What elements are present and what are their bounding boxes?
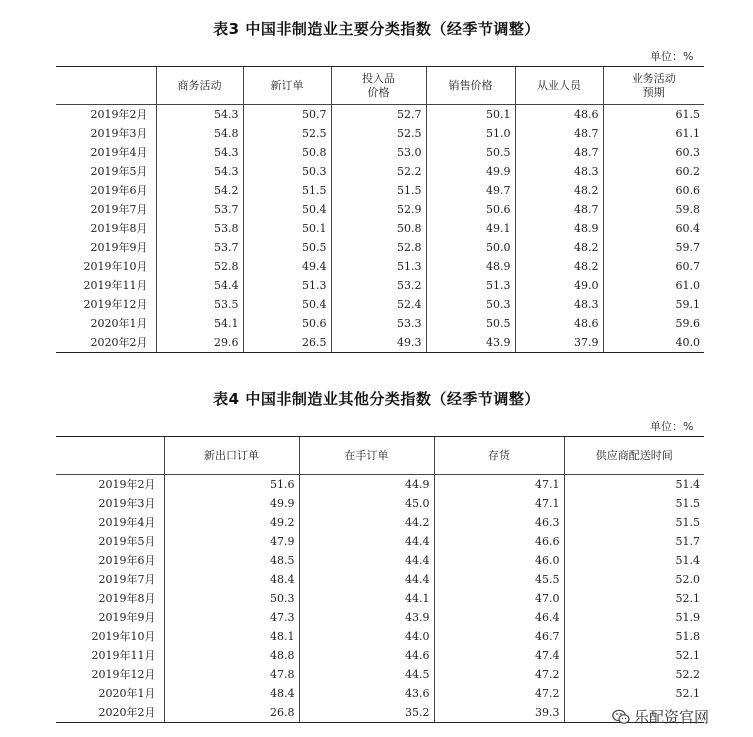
- table-row: [56, 333, 704, 353]
- table3-header-0: [56, 67, 156, 105]
- table-cell: 44.9: [299, 475, 434, 495]
- row-label: 2020年2月: [56, 703, 164, 723]
- table-cell: 54.2: [156, 181, 243, 200]
- table-cell: 49.9: [164, 494, 299, 513]
- row-label: 2019年3月: [98, 496, 156, 510]
- table-cell: 48.2: [515, 238, 603, 257]
- table-cell: 47.2: [434, 684, 564, 703]
- row-label: 2019年7月: [98, 572, 156, 586]
- table-cell: 61.5: [603, 105, 704, 125]
- row-label: 2019年3月: [90, 126, 148, 140]
- table-cell: 46.4: [434, 608, 564, 627]
- table-cell: 51.4: [564, 475, 704, 495]
- table-cell: 53.7: [156, 238, 243, 257]
- table-row: [56, 589, 704, 608]
- table-cell: 53.2: [331, 276, 426, 295]
- table-cell: 50.1: [243, 219, 331, 238]
- table-cell: 49.0: [515, 276, 603, 295]
- table-cell: 50.6: [426, 200, 515, 219]
- table-cell: 44.4: [299, 551, 434, 570]
- table3-header-4: 销售价格: [426, 67, 515, 105]
- table-cell: 47.2: [434, 665, 564, 684]
- row-label: 2020年1月: [98, 686, 156, 700]
- table-cell: 60.6: [603, 181, 704, 200]
- table-cell: 45.0: [299, 494, 434, 513]
- table-cell: 59.6: [603, 314, 704, 333]
- table-row: [56, 475, 704, 495]
- row-label: 2019年10月: [83, 259, 148, 273]
- table-cell: 49.2: [164, 513, 299, 532]
- table-cell: 60.7: [603, 257, 704, 276]
- table-row: [56, 703, 704, 723]
- table-cell: 50.3: [164, 589, 299, 608]
- table-cell: 50.6: [243, 314, 331, 333]
- table-cell: 60.2: [603, 162, 704, 181]
- table-cell: 46.6: [434, 532, 564, 551]
- row-label: 2019年11月: [91, 648, 156, 662]
- table-cell: 52.9: [331, 200, 426, 219]
- table3: [56, 66, 704, 353]
- table-row: [56, 238, 704, 257]
- row-label: 2019年4月: [98, 515, 156, 529]
- table-cell: 61.0: [603, 276, 704, 295]
- table-cell: 47.1: [434, 475, 564, 495]
- table-cell: 48.1: [164, 627, 299, 646]
- table-cell: 43.9: [426, 333, 515, 353]
- table-row: [56, 200, 704, 219]
- table3-unit: 单位：%: [650, 50, 694, 63]
- row-label: 2019年8月: [90, 221, 148, 235]
- table-cell: 48.6: [515, 314, 603, 333]
- table-cell: 26.8: [164, 703, 299, 723]
- table-cell: 43.6: [299, 684, 434, 703]
- table-cell: 51.8: [564, 627, 704, 646]
- table-row: [56, 494, 704, 513]
- table-cell: 47.4: [434, 646, 564, 665]
- table-cell: 51.3: [426, 276, 515, 295]
- table-cell: 52.1: [564, 646, 704, 665]
- row-label: 2020年2月: [56, 333, 156, 353]
- table-row: [56, 181, 704, 200]
- table-row: [56, 665, 704, 684]
- table-cell: 52.2: [564, 665, 704, 684]
- table-cell: 52.2: [331, 162, 426, 181]
- row-label: 2019年10月: [91, 629, 156, 643]
- table-cell: 50.7: [243, 105, 331, 125]
- table-cell: 44.4: [299, 570, 434, 589]
- table-cell: 51.6: [164, 475, 299, 495]
- table-row: [56, 124, 704, 143]
- table-cell: 52.8: [331, 238, 426, 257]
- table-cell: 47.9: [164, 532, 299, 551]
- table-row: [56, 162, 704, 181]
- table3-header-6: 业务活动 预期: [603, 67, 704, 105]
- table-cell: 59.8: [603, 200, 704, 219]
- table-cell: 48.2: [515, 257, 603, 276]
- table-cell: 50.4: [243, 200, 331, 219]
- table-cell: 50.8: [243, 143, 331, 162]
- row-label: 2019年9月: [98, 610, 156, 624]
- row-label: 2019年7月: [90, 202, 148, 216]
- table-cell: 54.3: [156, 143, 243, 162]
- table3-header-3: 投入品 价格: [331, 67, 426, 105]
- table3-header-2: 新订单: [243, 67, 331, 105]
- row-label: 2019年5月: [90, 164, 148, 178]
- table-cell: 46.7: [434, 627, 564, 646]
- table-cell: 48.8: [164, 646, 299, 665]
- table4-header-3: 存货: [434, 437, 564, 475]
- table-cell: 43.9: [299, 608, 434, 627]
- table-cell: 51.5: [243, 181, 331, 200]
- table-row: [56, 684, 704, 703]
- table-cell: 60.3: [603, 143, 704, 162]
- table-cell: 52.1: [564, 684, 704, 703]
- table-cell: 49.7: [426, 181, 515, 200]
- table-cell: 37.9: [515, 333, 603, 353]
- table-cell: 51.3: [243, 276, 331, 295]
- table-cell: 61.1: [603, 124, 704, 143]
- table-row: [56, 276, 704, 295]
- table-cell: 48.3: [515, 295, 603, 314]
- table-cell: 39.3: [434, 703, 564, 723]
- table3-header-5: 从业人员: [515, 67, 603, 105]
- table4-title: 表4 中国非制造业其他分类指数（经季节调整）: [213, 390, 540, 408]
- watermark: [612, 706, 709, 727]
- table-row: [56, 257, 704, 276]
- row-label: 2019年11月: [83, 278, 148, 292]
- table-cell: 45.5: [434, 570, 564, 589]
- table-cell: 51.5: [564, 513, 704, 532]
- table-cell: 50.5: [243, 238, 331, 257]
- row-label: 2019年2月: [98, 477, 156, 491]
- table-row: [56, 513, 704, 532]
- row-label: 2019年12月: [83, 297, 148, 311]
- table4: [56, 436, 704, 723]
- table-cell: 50.1: [426, 105, 515, 125]
- table-cell: 53.7: [156, 200, 243, 219]
- table-cell: 47.3: [164, 608, 299, 627]
- table3-title: 表3 中国非制造业主要分类指数（经季节调整）: [213, 20, 540, 38]
- table-cell: 50.3: [426, 295, 515, 314]
- table4-header-row: [56, 437, 704, 475]
- table-cell: 54.1: [156, 314, 243, 333]
- table-cell: 26.5: [243, 333, 331, 353]
- table-cell: 53.5: [156, 295, 243, 314]
- table-row: [56, 646, 704, 665]
- table-row: [56, 532, 704, 551]
- table4-header-1: 新出口订单: [164, 437, 299, 475]
- table-cell: 51.5: [564, 494, 704, 513]
- table-cell: 52.1: [564, 589, 704, 608]
- table-cell: 50.4: [243, 295, 331, 314]
- row-label: 2019年4月: [90, 145, 148, 159]
- table-cell: 51.7: [564, 532, 704, 551]
- table-row: [56, 295, 704, 314]
- table-cell: 48.7: [515, 200, 603, 219]
- table4-unit: 单位：%: [650, 420, 694, 433]
- table-cell: 48.9: [426, 257, 515, 276]
- row-label: 2019年6月: [98, 553, 156, 567]
- table-cell: 44.2: [299, 513, 434, 532]
- table-cell: 50.3: [243, 162, 331, 181]
- table-cell: 48.9: [515, 219, 603, 238]
- table-cell: 52.8: [156, 257, 243, 276]
- table-cell: 48.4: [164, 684, 299, 703]
- row-label: 2019年2月: [90, 107, 148, 121]
- table-cell: 52.5: [331, 124, 426, 143]
- row-label: 2020年1月: [90, 316, 148, 330]
- table-cell: 49.9: [426, 162, 515, 181]
- table-cell: 48.5: [164, 551, 299, 570]
- table-cell: 46.0: [434, 551, 564, 570]
- table-cell: 48.2: [515, 181, 603, 200]
- table-cell: 54.3: [156, 105, 243, 125]
- table-cell: 48.7: [515, 124, 603, 143]
- table-cell: 35.2: [299, 703, 434, 723]
- table-cell: 48.6: [515, 105, 603, 125]
- row-label: 2019年6月: [90, 183, 148, 197]
- table-cell: 50.5: [426, 143, 515, 162]
- table-row: [56, 219, 704, 238]
- table-cell: 48.7: [515, 143, 603, 162]
- table-cell: 51.5: [331, 181, 426, 200]
- watermark-text: 乐配资官网: [634, 708, 710, 726]
- table-cell: 52.0: [564, 570, 704, 589]
- table-cell: 44.0: [299, 627, 434, 646]
- table-cell: 51.4: [564, 551, 704, 570]
- table-row: [56, 570, 704, 589]
- table-cell: 54.8: [156, 124, 243, 143]
- table-cell: 40.0: [603, 333, 704, 353]
- table-cell: 52.7: [331, 105, 426, 125]
- wechat-icon: [612, 709, 630, 725]
- table-cell: 54.4: [156, 276, 243, 295]
- table4-header-4: 供应商配送时间: [564, 437, 704, 475]
- table-cell: 50.5: [426, 314, 515, 333]
- table-row: [56, 608, 704, 627]
- table-row: [56, 105, 704, 125]
- table-cell: 50.8: [331, 219, 426, 238]
- table-cell: 51.0: [426, 124, 515, 143]
- table-cell: 44.5: [299, 665, 434, 684]
- table-cell: 46.3: [434, 513, 564, 532]
- row-label: 2019年8月: [98, 591, 156, 605]
- row-label: 2019年12月: [91, 667, 156, 681]
- table4-header-2: 在手订单: [299, 437, 434, 475]
- table-cell: 52.4: [331, 295, 426, 314]
- table-cell: 49.4: [243, 257, 331, 276]
- table-cell: 59.7: [603, 238, 704, 257]
- table-cell: 47.8: [164, 665, 299, 684]
- table-cell: 60.4: [603, 219, 704, 238]
- table-cell: 48.3: [515, 162, 603, 181]
- table-cell: 44.1: [299, 589, 434, 608]
- table-row: [56, 551, 704, 570]
- table-cell: 44.6: [299, 646, 434, 665]
- row-label: 2019年5月: [98, 534, 156, 548]
- table-cell: 44.4: [299, 532, 434, 551]
- table-cell: 51.9: [564, 608, 704, 627]
- table-cell: 54.3: [156, 162, 243, 181]
- table-row: [56, 627, 704, 646]
- table-cell: 50.0: [426, 238, 515, 257]
- table-row: [56, 143, 704, 162]
- table-cell: 53.0: [331, 143, 426, 162]
- table-row: [56, 314, 704, 333]
- table-cell: 59.1: [603, 295, 704, 314]
- table-cell: 47.0: [434, 589, 564, 608]
- table-cell: 51.3: [331, 257, 426, 276]
- table3-header-row: [56, 67, 704, 105]
- table4-header-0: [56, 437, 164, 475]
- table-cell: 49.1: [426, 219, 515, 238]
- table-cell: 47.1: [434, 494, 564, 513]
- table-cell: 53.8: [156, 219, 243, 238]
- row-label: 2019年9月: [90, 240, 148, 254]
- table3-header-1: 商务活动: [156, 67, 243, 105]
- table-cell: 29.6: [156, 333, 243, 353]
- table-cell: 49.3: [331, 333, 426, 353]
- table-cell: 48.4: [164, 570, 299, 589]
- table-cell: 53.3: [331, 314, 426, 333]
- table-cell: 52.5: [243, 124, 331, 143]
